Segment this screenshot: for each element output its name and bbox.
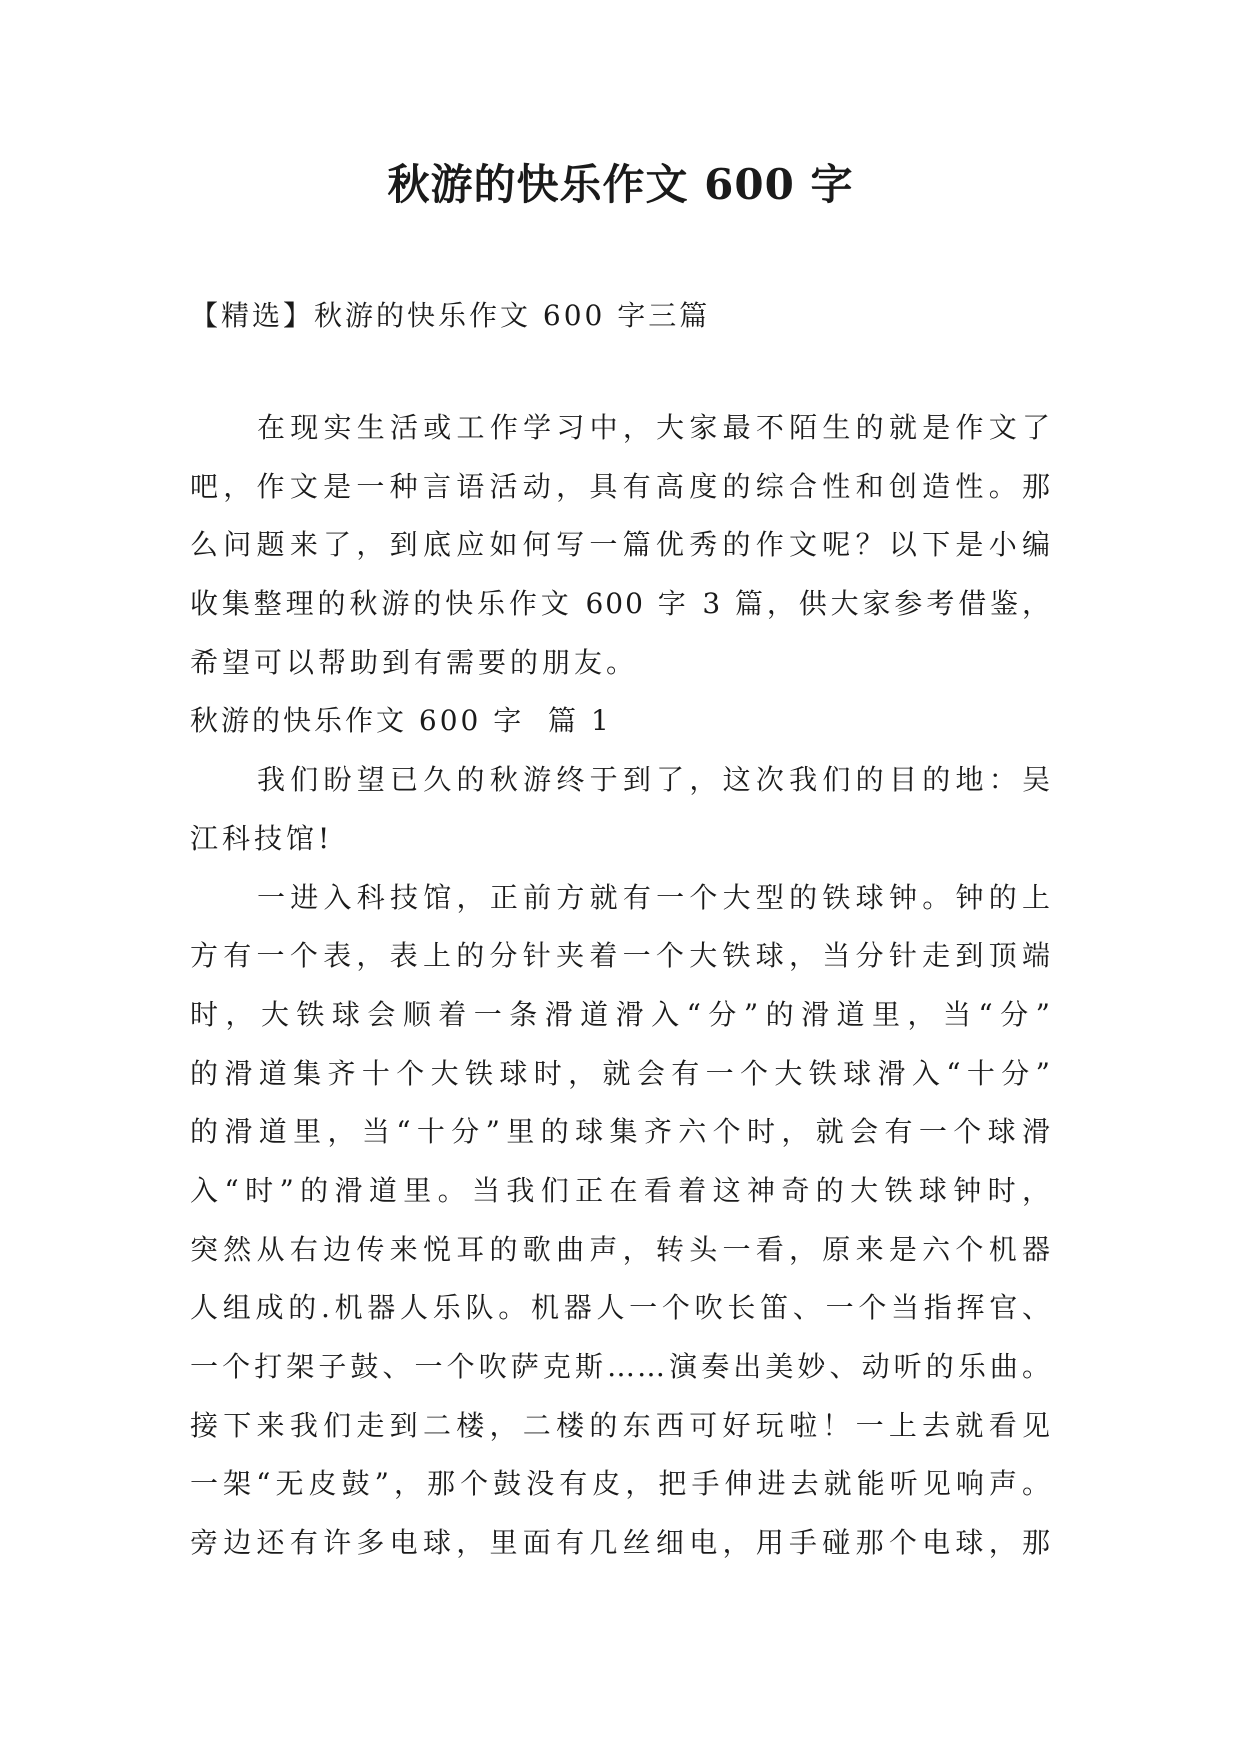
- intro-paragraph: [190, 399, 1052, 692]
- paragraph-line: 江科技馆!: [190, 821, 334, 855]
- paragraph-line: 时，大铁球会顺着一条滑道滑入“分”的滑道里，当“分”: [190, 997, 1052, 1031]
- paragraph-line: 收集整理的秋游的快乐作文 600 字 3 篇，供大家参考借鉴，: [190, 587, 1052, 621]
- paragraph-line: 在现实生活或工作学习中，大家最不陌生的就是作文了: [257, 411, 1052, 444]
- paragraph-line: 旁边还有许多电球，里面有几丝细电，用手碰那个电球，那: [190, 1526, 1052, 1560]
- paragraph-line: 么问题来了，到底应如何写一篇优秀的作文呢？以下是小编: [190, 528, 1052, 562]
- document-subtitle: 【精选】秋游的快乐作文 600 字三篇: [190, 299, 711, 332]
- paragraph-line: 突然从右边传来悦耳的歌曲声，转头一看，原来是六个机器: [190, 1232, 1052, 1266]
- section-1: [190, 692, 1052, 1572]
- section-heading: 秋游的快乐作文 600 字 篇 1: [190, 704, 612, 738]
- paragraph-line: 人组成的.机器人乐队。机器人一个吹长笛、一个当指挥官、: [190, 1291, 1052, 1325]
- paragraph-line: 方有一个表，表上的分针夹着一个大铁球，当分针走到顶端: [190, 939, 1052, 973]
- paragraph-line: 一进入科技馆，正前方就有一个大型的铁球钟。钟的上: [257, 880, 1052, 914]
- paragraph: [190, 869, 1052, 1573]
- paragraph-line: 一架“无皮鼓”，那个鼓没有皮，把手伸进去就能听见响声。: [190, 1467, 1052, 1501]
- paragraph-line: 入“时”的滑道里。当我们正在看着这神奇的大铁球钟时，: [190, 1173, 1052, 1207]
- paragraph-line: 接下来我们走到二楼，二楼的东西可好玩啦！一上去就看见: [190, 1408, 1052, 1442]
- paragraph-line: 希望可以帮助到有需要的朋友。: [190, 645, 639, 679]
- paragraph-line: 的滑道里，当“十分”里的球集齐六个时，就会有一个球滑: [190, 1115, 1052, 1149]
- paragraph-line: 的滑道集齐十个大铁球时，就会有一个大铁球滑入“十分”: [190, 1056, 1052, 1090]
- document-body: [190, 399, 1052, 1573]
- paragraph: [190, 751, 1052, 868]
- document-title: 秋游的快乐作文 600 字: [387, 160, 854, 209]
- paragraph-line: 一个打架子鼓、一个吹萨克斯……演奏出美妙、动听的乐曲。: [190, 1350, 1052, 1383]
- paragraph-line: 吧，作文是一种言语活动，具有高度的综合性和创造性。那: [190, 469, 1052, 503]
- paragraph-line: 我们盼望已久的秋游终于到了，这次我们的目的地：吴: [257, 763, 1052, 797]
